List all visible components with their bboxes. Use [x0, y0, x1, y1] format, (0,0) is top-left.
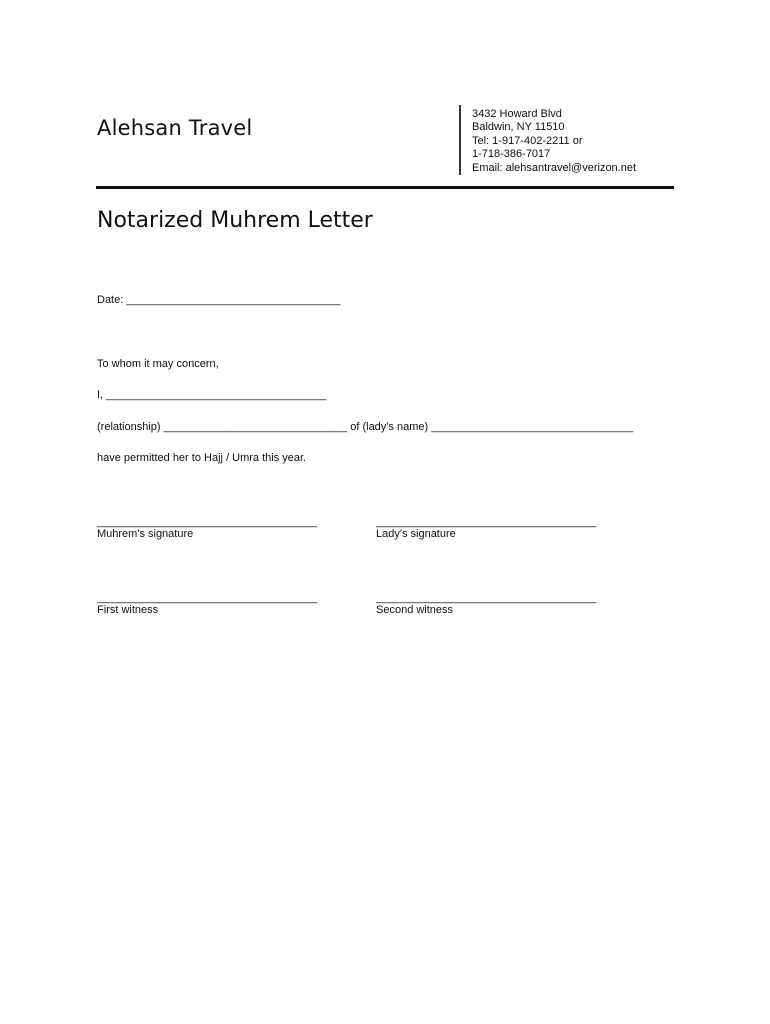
relationship-line: (relationship) ______________________________ of (lady's name) _________________________________: [97, 421, 634, 433]
contact-block: [472, 108, 636, 175]
first-witness-line: ____________________________________: [97, 592, 318, 604]
header-rule: [96, 186, 674, 189]
permission-statement: have permitted her to Hajj / Umra this year.: [97, 452, 307, 464]
company-name: Alehsan Travel: [97, 116, 253, 140]
name-line: I, ____________________________________: [97, 389, 327, 401]
muhrem-signature-label: Muhrem's signature: [97, 528, 194, 540]
lady-signature-line: ____________________________________: [376, 516, 597, 528]
second-witness-block: [376, 592, 596, 616]
muhrem-signature-block: [97, 516, 317, 540]
first-witness-block: [97, 592, 317, 616]
date-line: Date: ___________________________________: [97, 294, 341, 306]
header-divider-vertical: [459, 105, 461, 175]
second-witness-line: ____________________________________: [376, 592, 597, 604]
document-title: Notarized Muhrem Letter: [97, 208, 373, 233]
first-witness-label: First witness: [97, 604, 159, 616]
muhrem-signature-line: ____________________________________: [97, 516, 318, 528]
address-line-2: Baldwin, NY 11510: [472, 121, 565, 134]
address-line-1: 3432 Howard Blvd: [472, 108, 562, 120]
salutation: To whom it may concern,: [97, 358, 219, 370]
tel-line-2: 1-718-386-7017: [472, 148, 551, 161]
second-witness-label: Second witness: [376, 604, 454, 616]
tel-line-1: Tel: 1-917-402-2211 or: [472, 134, 583, 147]
email-line: Email: alehsantravel@verizon.net: [472, 161, 637, 174]
lady-signature-block: [376, 516, 596, 540]
lady-signature-label: Lady's signature: [376, 528, 456, 540]
